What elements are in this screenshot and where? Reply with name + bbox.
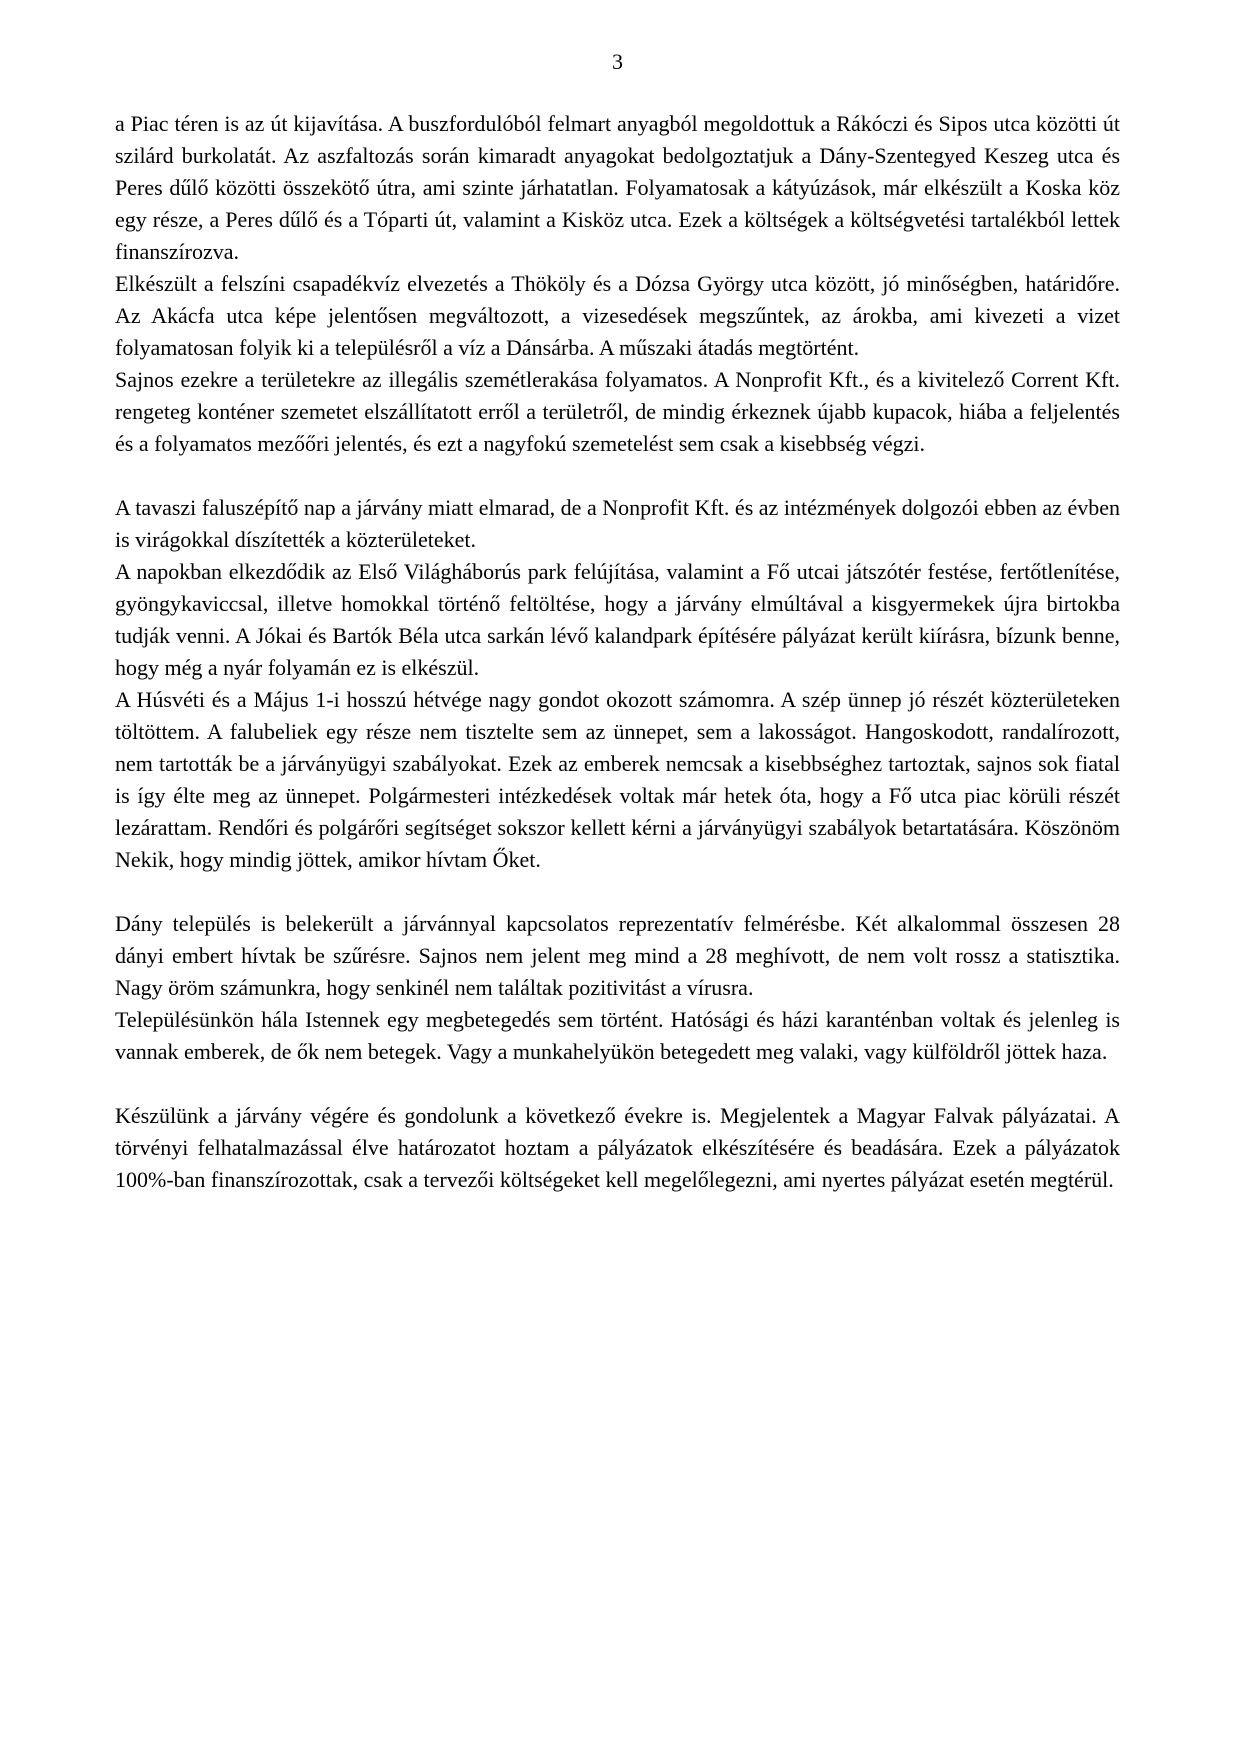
paragraph: Településünkön hála Istennek egy megbetegedés sem történt. Hatósági és házi karanténban voltak és jelenleg is vannak emberek, de ők nem betegek. Vagy a munkahelyükön betegedett meg valaki, vagy külföldről jöttek haza. — [115, 1007, 1120, 1064]
paragraph: A Húsvéti és a Május 1-i hosszú hétvége nagy gondot okozott számomra. A szép ünnep jó részét közterületeken töltöttem. A falubeliek egy része nem tisztelte sem az ünnepet, sem a lakosságot. Hangoskodott, randalírozott, nem tartották be a járványügyi szabályokat. Ezek az emberek nemcsak a kisebbséghez tartoztak, sajnos sok fiatal is így élte meg az ünnepet. Polgármesteri intézkedések voltak már hetek óta, hogy a Fő utca piac körüli részét lezárattam. Rendőri és polgárőri segítséget sokszor kellett kérni a járványügyi szabályok betartatására. Köszönöm Nekik, hogy mindig jöttek, amikor hívtam Őket. — [115, 687, 1120, 872]
paragraph: a Piac téren is az út kijavítása. A buszfordulóból felmart anyagból megoldottuk a Rákóczi és Sipos utca közötti út szilárd burkolatát. Az aszfaltozás során kimaradt anyagokat bedolgoztatjuk a Dány-Szentegyed Keszeg utca és Peres dűlő közötti összekötő útra, ami szinte járhatatlan. Folyamatosak a kátyúzások, már elkészült a Koska köz egy része, a Peres dűlő és a Tóparti út, valamint a Kisköz utca. Ezek a költségek a költségvetési tartalékból lettek finanszírozva. — [115, 111, 1120, 264]
paragraph: Elkészült a felszíni csapadékvíz elvezetés a Thököly és a Dózsa György utca között, jó minőségben, határidőre. Az Akácfa utca képe jelentősen megváltozott, a vizesedések megszűntek, az árokba, ami kivezeti a vizet folyamatosan folyik ki a településről a víz a Dánsárba. A műszaki átadás megtörtént. — [115, 271, 1120, 360]
page-number: 3 — [612, 49, 623, 74]
paragraph: Sajnos ezekre a területekre az illegális szemétlerakása folyamatos. A Nonprofit Kft., és a kivitelező Corrent Kft. rengeteg konténer szemetet elszállítatott erről a területről, de mindig érkeznek újabb kupacok, hiába a feljelentés és a folyamatos mezőőri jelentés, és ezt a nagyfokú szemetelést sem csak a kisebbség végzi. — [115, 367, 1120, 456]
paragraph: Készülünk a járvány végére és gondolunk a következő évekre is. Megjelentek a Magyar Falvak pályázatai. A törvényi felhatalmazással élve határozatot hoztam a pályázatok elkészítésére és beadására. Ezek a pályázatok 100%-ban finanszírozottak, csak a tervezői költségeket kell megelőlegezni, ami nyertes pályázat esetén megtérül. — [115, 1103, 1120, 1192]
paragraph: A tavaszi faluszépítő nap a járvány miatt elmarad, de a Nonprofit Kft. és az intézmények dolgozói ebben az évben is virágokkal díszítették a közterületeket. — [115, 495, 1120, 552]
paragraph: Dány település is belekerült a járvánnyal kapcsolatos reprezentatív felmérésbe. Két alkalommal összesen 28 dányi embert hívtak be szűrésre. Sajnos nem jelent meg mind a 28 meghívott, de nem volt rossz a statisztika. Nagy öröm számunkra, hogy senkinél nem találtak pozitivitást a vírusra. — [115, 911, 1120, 1000]
paragraph: A napokban elkezdődik az Első Világháborús park felújítása, valamint a Fő utcai játszótér festése, fertőtlenítése, gyöngykaviccsal, illetve homokkal történő feltöltése, hogy a járvány elmúltával a kisgyermekek újra birtokba tudják venni. A Jókai és Bartók Béla utca sarkán lévő kalandpark építésére pályázat került kiírásra, bízunk benne, hogy még a nyár folyamán ez is elkészül. — [115, 559, 1120, 680]
